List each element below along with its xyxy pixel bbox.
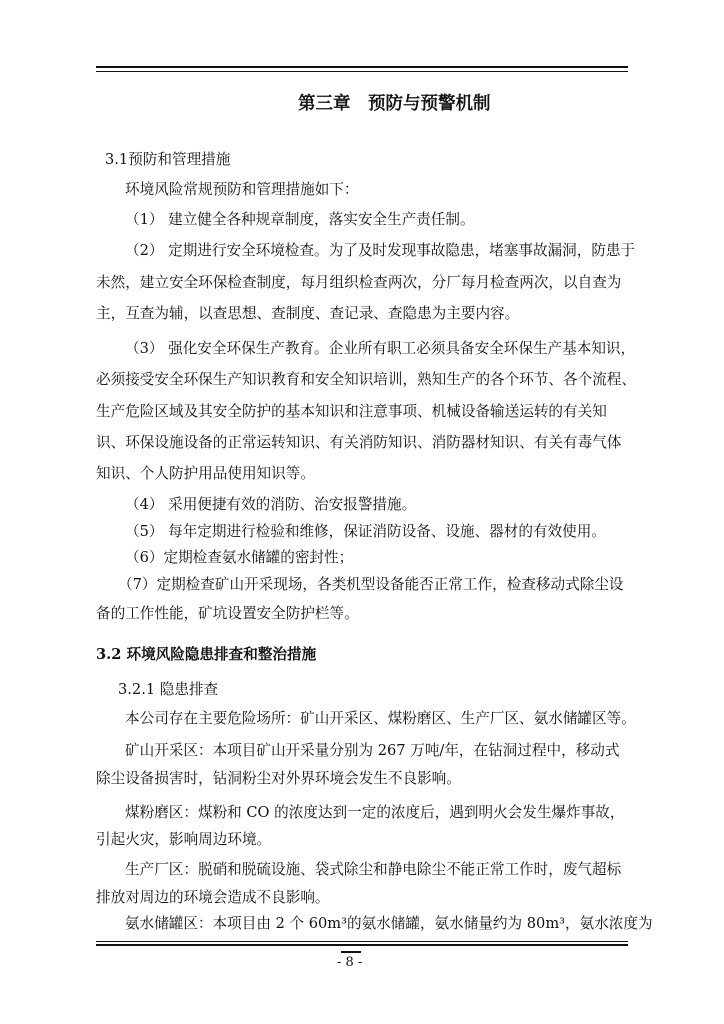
risk-line: 氨水储罐区：本项目由 2 个 60m³的氨水储罐，氨水储量约为 80m³，氨水浓度为 xyxy=(125,915,653,932)
measure-line: 知识、个人防护用品使用知识等。 xyxy=(96,465,315,482)
subsection-heading-3-2-1: 3.2.1 隐患排查 xyxy=(118,681,219,698)
risk-line: 排放对周边的环境会造成不良影响。 xyxy=(96,889,330,906)
page-number: - 8 - xyxy=(337,955,363,970)
measure-line: 识、环保设施设备的正常运转知识、有关消防知识、消防器材知识、有关有毒气体 xyxy=(96,434,622,451)
measure-line: （4） 采用便捷有效的消防、治安报警措施。 xyxy=(125,496,417,513)
section-heading-3-1: 3.1预防和管理措施 xyxy=(105,151,231,168)
footer-rule-thick xyxy=(96,944,628,946)
risk-line: 矿山开采区：本项目矿山开采量分别为 267 万吨/年，在钻洞过程中，移动式 xyxy=(125,742,620,759)
measure-line: 备的工作性能，矿坑设置安全防护栏等。 xyxy=(96,605,359,622)
measure-line: （7）定期检查矿山开采现场，各类机型设备能否正常工作，检查移动式除尘设 xyxy=(118,576,624,593)
measure-line: （5） 每年定期进行检验和维修，保证消防设备、设施、器材的有效使用。 xyxy=(125,523,606,540)
risk-line: 生产厂区：脱硝和脱硫设施、袋式除尘和静电除尘不能正常工作时，废气超标 xyxy=(125,861,622,878)
intro-paragraph: 环境风险常规预防和管理措施如下： xyxy=(125,181,359,198)
chapter-title: 第三章 预防与预警机制 xyxy=(298,94,491,114)
risk-line: 引起火灾，影响周边环境。 xyxy=(96,831,272,848)
footer-mark xyxy=(341,951,361,953)
risk-line: 煤粉磨区：煤粉和 CO 的浓度达到一定的浓度后，遇到明火会发生爆炸事故， xyxy=(125,804,625,821)
section-heading-3-2: 3.2 环境风险隐患排查和整治措施 xyxy=(96,646,317,663)
header-rule-thin xyxy=(96,71,628,72)
measure-line: 未然，建立安全环保检查制度，每月组织检查两次，分厂每月检查两次，以自查为 xyxy=(96,274,622,291)
footer-rule-thin xyxy=(96,941,628,942)
header-rule-thick xyxy=(96,66,628,68)
risk-line: 本公司存在主要危险场所：矿山开采区、煤粉磨区、生产厂区、氨水储罐区等。 xyxy=(125,710,636,727)
measure-line: 必须接受安全环保生产知识教育和安全知识培训，熟知生产的各个环节、各个流程、 xyxy=(96,371,636,388)
measure-line: 主，互查为辅，以查思想、查制度、查记录、查隐患为主要内容。 xyxy=(96,305,520,322)
measure-line: （2） 定期进行安全环境检查。为了及时发现事故隐患，堵塞事故漏洞，防患于 xyxy=(125,242,636,259)
measure-line: （1） 建立健全各种规章制度，落实安全生产责任制。 xyxy=(125,211,475,228)
risk-line: 除尘设备损害时，钻洞粉尘对外界环境会发生不良影响。 xyxy=(96,770,461,787)
measure-line: （6）定期检查氨水储罐的密封性； xyxy=(125,549,354,566)
measure-line: 生产危险区域及其安全防护的基本知识和注意事项、机械设备输送运转的有关知 xyxy=(96,403,607,420)
measure-line: （3） 强化安全环保生产教育。企业所有职工必须具备安全环保生产基本知识， xyxy=(125,340,636,357)
